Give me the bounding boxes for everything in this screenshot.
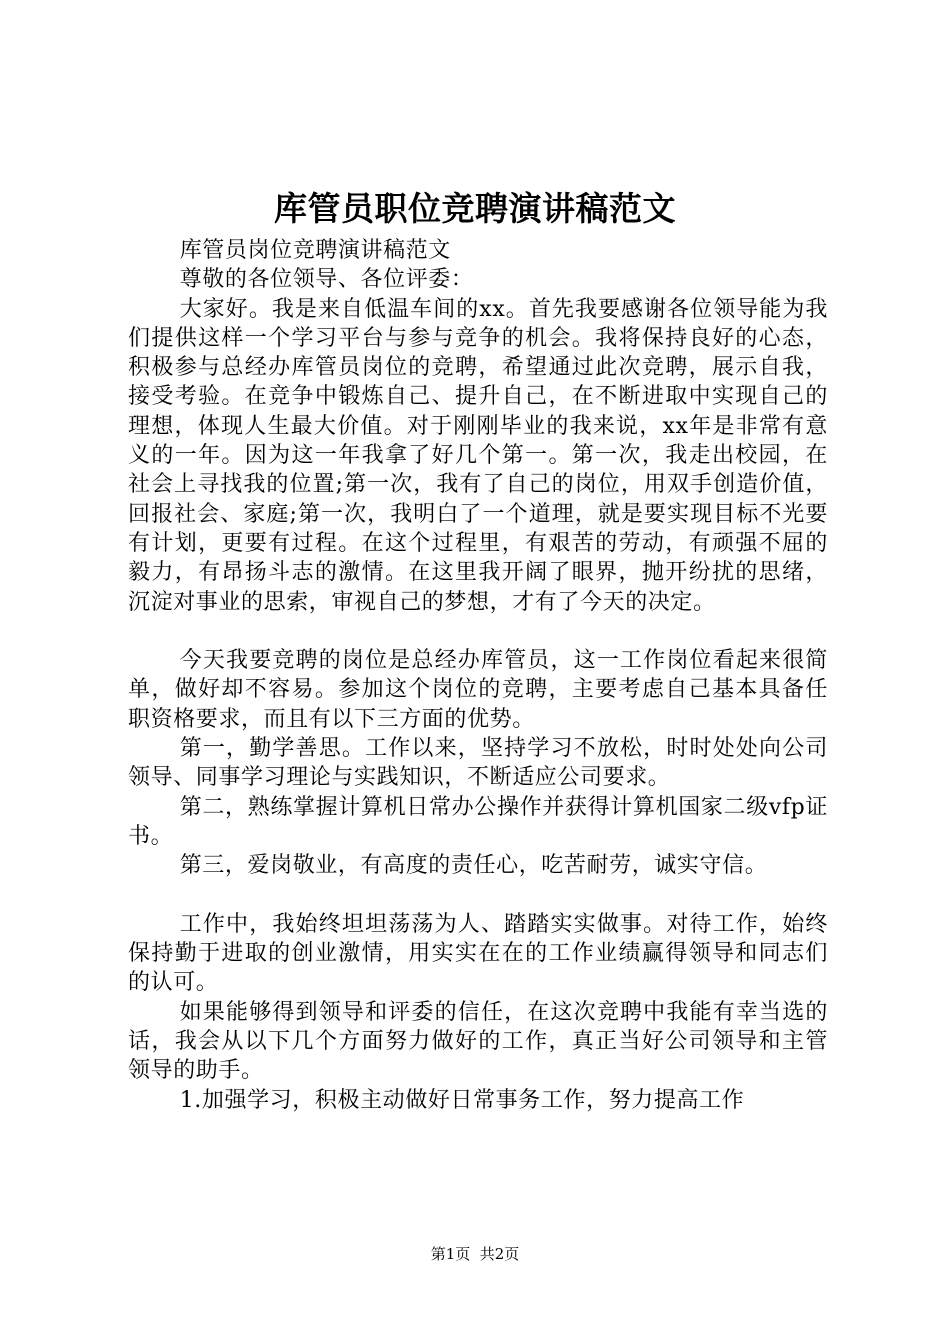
paragraph-if-selected: 如果能够得到领导和评委的信任，在这次竞聘中我能有幸当选的话，我会从以下几个方面努力做好的工作，真正当好公司领导和主管领导的助手。 [128,999,828,1084]
page-footer: 第1页 共2页 [430,1245,520,1263]
paragraph-plan-1: 1.加强学习，积极主动做好日常事务工作，努力提高工作 [179,1087,745,1113]
document-title: 库管员职位竞聘演讲稿范文 [274,189,676,228]
paragraph-introduction: 大家好。我是来自低温车间的xx。首先我要感谢各位领导能为我们提供这样一个学习平台与参与竞争的机会。我将保持良好的心态，积极参与总经办库管员岗位的竞聘，希望通过此次竞聘，展示自我，接受考验。在竞争中锻炼自己、提升自己，在不断进取中实现自己的理想，体现人生最大价值。对于刚刚毕业的我来说，xx年是非常有意义的一年。因为这一年我拿了好几个第一。第一次，我走出校园，在社会上寻找我的位置;第一次，我有了自己的岗位，用双手创造价值，回报社会、家庭;第一次，我明白了一个道理，就是要实现目标不光要有计划，更要有过程。在这个过程里，有艰苦的劳动，有顽强不屈的毅力，有昂扬斗志的激情。在这里我开阔了眼界，抛开纷扰的思绪，沉淀对事业的思索，审视自己的梦想，才有了今天的决定。 [128,296,828,615]
document-body [128,236,828,1115]
paragraph-salutation: 尊敬的各位领导、各位评委： [179,267,474,293]
paragraph-position: 今天我要竞聘的岗位是总经办库管员，这一工作岗位看起来很简单，做好却不容易。参加这个岗位的竞聘，主要考虑自己基本具备任职资格要求，而且有以下三方面的优势。 [128,648,828,732]
paragraph-advantage-2: 第二，熟练掌握计算机日常办公操作并获得计算机国家二级vfp证书。 [128,794,828,849]
paragraph-advantage-3: 第三，爱岗敬业，有高度的责任心，吃苦耐劳，诚实守信。 [179,853,768,879]
paragraph-subtitle: 库管员岗位竞聘演讲稿范文 [179,238,451,263]
paragraph-work-attitude: 工作中，我始终坦坦荡荡为人、踏踏实实做事。对待工作，始终保持勤于进取的创业激情，用实实在在的工作业绩赢得领导和同志们的认可。 [128,911,828,996]
paragraph-advantage-1: 第一，勤学善思。工作以来，坚持学习不放松，时时处处向公司领导、同事学习理论与实践知识，不断适应公司要求。 [128,736,828,791]
